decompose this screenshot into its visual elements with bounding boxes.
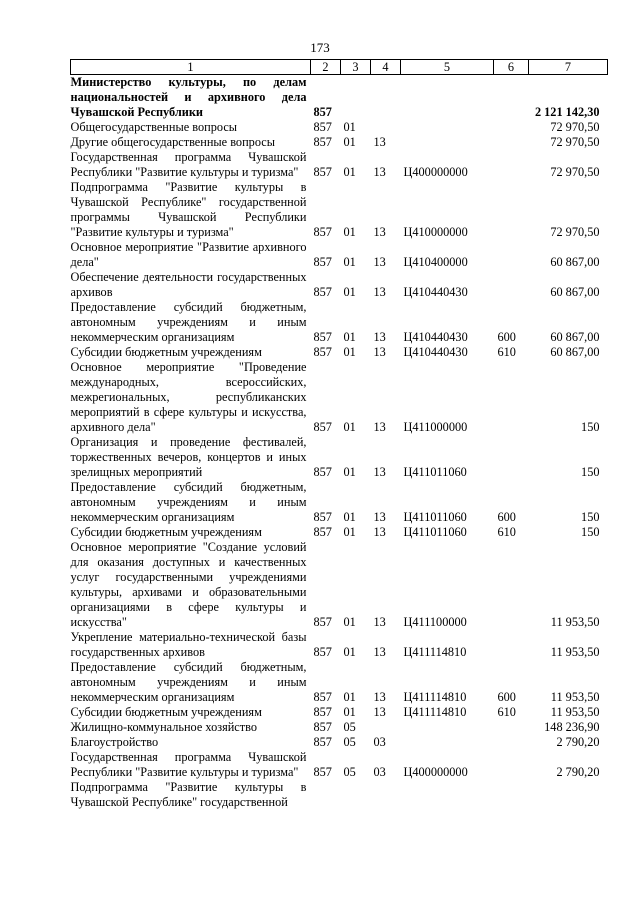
row-target-code: Ц410440430 (403, 285, 468, 299)
column-header-admin: 2 (311, 60, 341, 75)
row-subsection-code: 13 (373, 525, 386, 539)
row-name: Субсидии бюджетным учреждениям (70, 525, 262, 539)
row-name: Организация и проведение фестивалей, торжественных вечеров, концертов и иных зрелищных мероприятий (70, 435, 307, 479)
page-number: 173 (310, 40, 330, 55)
row-target-code (401, 75, 494, 121)
row-amount: 11 953,50 (550, 690, 600, 704)
row-admin-code: 857 (313, 510, 332, 524)
row-subsection-code: 13 (373, 165, 386, 179)
row-amount: 2 121 142,30 (534, 105, 600, 119)
row-expense-type-code (494, 240, 529, 270)
budget-table (70, 59, 608, 810)
row-section-code: 01 (343, 690, 356, 704)
row-target-code: Ц410400000 (403, 255, 468, 269)
table-row (71, 435, 608, 480)
row-subsection-code: 13 (373, 345, 386, 359)
row-section-code: 05 (343, 720, 356, 734)
row-target-code: Ц411114810 (403, 645, 467, 659)
row-target-code: Ц411011060 (403, 465, 467, 479)
row-amount: 11 953,50 (550, 645, 600, 659)
row-section-code: 01 (343, 525, 356, 539)
row-expense-type-code: 610 (497, 705, 516, 719)
row-amount: 150 (581, 510, 600, 524)
row-admin-code: 857 (313, 420, 332, 434)
column-header-type: 6 (494, 60, 529, 75)
table-row (71, 345, 608, 360)
row-name: Другие общегосударственные вопросы (70, 135, 275, 149)
row-target-code: Ц411100000 (403, 615, 467, 629)
row-name: Благоустройство (70, 735, 159, 749)
row-subsection-code: 13 (373, 510, 386, 524)
table-row (71, 780, 608, 810)
row-admin-code: 857 (313, 525, 332, 539)
row-expense-type-code (494, 435, 529, 480)
table-row (71, 120, 608, 135)
row-name: Обеспечение деятельности государственных архивов (70, 270, 307, 299)
row-admin-code: 857 (313, 120, 332, 134)
row-name: Предоставление субсидий бюджетным, автономным учреждениям и иным некоммерческим организациям (70, 480, 307, 524)
row-admin-code (311, 780, 341, 810)
row-amount: 11 953,50 (550, 615, 600, 629)
row-subsection-code (371, 75, 401, 121)
row-subsection-code: 13 (373, 285, 386, 299)
row-name: Предоставление субсидий бюджетным, автономным учреждениям и иным некоммерческим организациям (70, 660, 307, 704)
row-admin-code: 857 (313, 105, 332, 119)
row-target-code (401, 780, 494, 810)
row-amount: 150 (581, 465, 600, 479)
row-admin-code: 857 (313, 690, 332, 704)
row-expense-type-code: 610 (497, 345, 516, 359)
row-admin-code: 857 (313, 345, 332, 359)
row-target-code: Ц400000000 (403, 765, 468, 779)
row-admin-code: 857 (313, 255, 332, 269)
row-expense-type-code (494, 270, 529, 300)
table-row (71, 135, 608, 150)
row-expense-type-code (494, 750, 529, 780)
row-subsection-code (371, 120, 401, 135)
row-amount: 60 867,00 (550, 330, 600, 344)
row-section-code (341, 780, 371, 810)
table-header-row (71, 60, 608, 75)
row-target-code: Ц411114810 (403, 705, 467, 719)
row-expense-type-code: 600 (497, 690, 516, 704)
row-amount: 150 (581, 525, 600, 539)
row-subsection-code: 13 (373, 420, 386, 434)
row-target-code (401, 135, 494, 150)
row-subsection-code: 03 (373, 765, 386, 779)
row-expense-type-code (494, 360, 529, 435)
row-name: Предоставление субсидий бюджетным, автономным учреждениям и иным некоммерческим организациям (70, 300, 307, 344)
row-subsection-code: 13 (373, 255, 386, 269)
row-target-code: Ц410440430 (403, 330, 468, 344)
row-section-code: 01 (343, 120, 356, 134)
table-row (71, 300, 608, 345)
row-admin-code: 857 (313, 615, 332, 629)
row-amount: 72 970,50 (550, 225, 600, 239)
row-subsection-code: 13 (373, 225, 386, 239)
row-section-code: 01 (343, 420, 356, 434)
row-target-code: Ц411011060 (403, 525, 467, 539)
table-row (71, 150, 608, 180)
row-section-code: 01 (343, 615, 356, 629)
row-section-code: 01 (343, 645, 356, 659)
row-amount: 72 970,50 (550, 120, 600, 134)
row-section-code: 05 (343, 765, 356, 779)
row-expense-type-code (494, 630, 529, 660)
table-row (71, 720, 608, 735)
row-admin-code: 857 (313, 465, 332, 479)
row-section-code: 01 (343, 135, 356, 149)
row-section-code: 05 (343, 735, 356, 749)
row-admin-code: 857 (313, 285, 332, 299)
row-admin-code: 857 (313, 165, 332, 179)
row-amount: 72 970,50 (550, 135, 600, 149)
row-admin-code: 857 (313, 225, 332, 239)
table-row (71, 525, 608, 540)
row-admin-code: 857 (313, 765, 332, 779)
row-subsection-code: 13 (373, 465, 386, 479)
row-subsection-code: 13 (373, 615, 386, 629)
row-section-code: 01 (343, 345, 356, 359)
row-target-code: Ц400000000 (403, 165, 468, 179)
row-target-code: Ц410000000 (403, 225, 468, 239)
row-subsection-code: 13 (373, 330, 386, 344)
row-amount: 150 (581, 420, 600, 434)
row-section-code: 01 (343, 465, 356, 479)
table-row (71, 180, 608, 240)
row-expense-type-code (494, 540, 529, 630)
column-header-target: 5 (401, 60, 494, 75)
row-section-code: 01 (343, 330, 356, 344)
row-name: Основное мероприятие "Развитие архивного дела" (70, 240, 307, 269)
table-row (71, 540, 608, 630)
row-target-code: Ц410440430 (403, 345, 468, 359)
row-name: Подпрограмма "Развитие культуры в Чувашской Республике" государственной (70, 780, 307, 809)
row-admin-code: 857 (313, 735, 332, 749)
column-header-section: 3 (341, 60, 371, 75)
row-subsection-code: 13 (373, 690, 386, 704)
table-row (71, 360, 608, 435)
row-name: Основное мероприятие "Создание условий для оказания доступных и качественных услуг государственными учреждениями культуры, архивами и образовательными организациями в сфере культуры и искусства" (70, 540, 307, 629)
row-expense-type-code (494, 150, 529, 180)
table-row (71, 735, 608, 750)
row-target-code: Ц411000000 (403, 420, 468, 434)
row-target-code: Ц411011060 (403, 510, 467, 524)
row-amount: 2 790,20 (556, 765, 600, 779)
row-subsection-code: 13 (373, 135, 386, 149)
column-header-amount: 7 (529, 60, 608, 75)
row-amount: 60 867,00 (550, 255, 600, 269)
row-amount: 60 867,00 (550, 345, 600, 359)
row-subsection-code (371, 720, 401, 735)
row-subsection-code (371, 780, 401, 810)
row-amount: 11 953,50 (550, 705, 600, 719)
row-admin-code: 857 (313, 330, 332, 344)
row-expense-type-code (494, 720, 529, 735)
row-admin-code: 857 (313, 720, 332, 734)
row-amount: 72 970,50 (550, 165, 600, 179)
row-name: Субсидии бюджетным учреждениям (70, 705, 262, 719)
row-target-code (401, 720, 494, 735)
row-target-code: Ц411114810 (403, 690, 467, 704)
row-expense-type-code (494, 75, 529, 121)
row-expense-type-code (494, 780, 529, 810)
row-expense-type-code: 610 (497, 525, 516, 539)
row-name: Укрепление материально-технической базы государственных архивов (70, 630, 307, 659)
table-row (71, 75, 608, 121)
row-section-code: 01 (343, 165, 356, 179)
row-section-code: 01 (343, 285, 356, 299)
row-admin-code: 857 (313, 135, 332, 149)
table-row (71, 660, 608, 705)
table-row (71, 630, 608, 660)
row-subsection-code: 03 (373, 735, 386, 749)
row-subsection-code: 13 (373, 645, 386, 659)
row-section-code: 01 (343, 705, 356, 719)
table-row (71, 480, 608, 525)
row-expense-type-code (494, 120, 529, 135)
row-section-code: 01 (343, 510, 356, 524)
table-body (71, 75, 608, 811)
row-expense-type-code: 600 (497, 330, 516, 344)
row-amount: 60 867,00 (550, 285, 600, 299)
row-expense-type-code: 600 (497, 510, 516, 524)
row-name: Основное мероприятие "Проведение международных, всероссийских, межрегиональных, республиканских мероприятий в сфере культуры и искусства, архивного дела" (70, 360, 307, 434)
row-target-code (401, 120, 494, 135)
row-admin-code: 857 (313, 645, 332, 659)
row-expense-type-code (494, 180, 529, 240)
row-subsection-code: 13 (373, 705, 386, 719)
row-section-code: 01 (343, 225, 356, 239)
row-section-code (341, 75, 371, 121)
row-name: Государственная программа Чувашской Республики "Развитие культуры и туризма" (70, 150, 307, 179)
table-row (71, 750, 608, 780)
row-amount: 148 236,90 (544, 720, 600, 734)
row-target-code (401, 735, 494, 750)
row-name: Субсидии бюджетным учреждениям (70, 345, 262, 359)
column-header-name: 1 (71, 60, 311, 75)
row-section-code: 01 (343, 255, 356, 269)
row-name: Подпрограмма "Развитие культуры в Чувашской Республике" государственной программы Чувашской Республики "Развитие культуры и туризма" (70, 180, 307, 239)
row-expense-type-code (494, 735, 529, 750)
row-name: Министерство культуры, по делам национальностей и архивного дела Чувашской Республики (70, 75, 307, 119)
row-admin-code: 857 (313, 705, 332, 719)
row-name: Государственная программа Чувашской Республики "Развитие культуры и туризма" (70, 750, 307, 779)
row-name: Общегосударственные вопросы (70, 120, 238, 134)
row-amount (529, 780, 608, 810)
row-name: Жилищно-коммунальное хозяйство (70, 720, 258, 734)
table-row (71, 240, 608, 270)
row-expense-type-code (494, 135, 529, 150)
row-amount: 2 790,20 (556, 735, 600, 749)
column-header-subsection: 4 (371, 60, 401, 75)
table-row (71, 705, 608, 720)
table-row (71, 270, 608, 300)
